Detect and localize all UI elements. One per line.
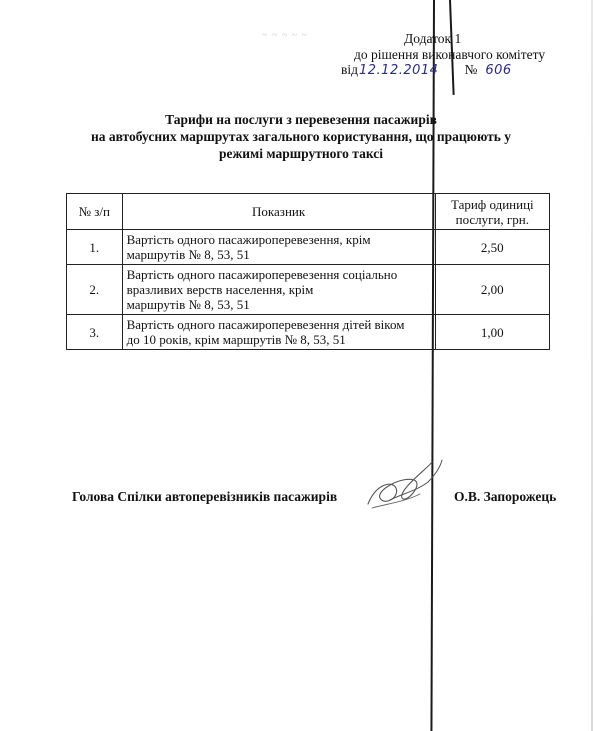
indicator-line: Вартість одного пасажироперевезення, крім <box>126 232 371 247</box>
title-line-2: на автобусних маршрутах загального користування, що працюють у <box>90 129 512 144</box>
row-tariff: 2,00 <box>435 265 549 315</box>
row-number: 1. <box>67 230 123 265</box>
header-tariff-line-1: Тариф одиниці <box>450 196 534 212</box>
indicator-line: вразливих верств населення, крім <box>126 282 314 297</box>
handwritten-number: 606 <box>485 63 512 78</box>
row-tariff: 2,50 <box>435 230 549 265</box>
table-header-row <box>67 194 550 230</box>
header-number: № з/п <box>67 194 123 230</box>
row-indicator <box>122 230 435 265</box>
indicator-line: маршрутів № 8, 53, 51 <box>126 297 250 312</box>
row-tariff: 1,00 <box>435 315 549 350</box>
row-number: 3. <box>67 315 123 350</box>
table-row <box>67 265 550 315</box>
addendum-decision: до рішення виконавчого комітету <box>354 47 546 62</box>
handwritten-date: 12.12.2014 <box>359 63 439 78</box>
indicator-line: Вартість одного пасажироперевезення дітей віком <box>126 317 405 332</box>
addendum-title: Додаток 1 <box>404 31 462 46</box>
row-indicator <box>122 315 435 350</box>
addendum-date-line <box>341 62 512 79</box>
indicator-line: Вартість одного пасажироперевезення соціально <box>126 267 398 282</box>
number-prefix: № <box>464 62 478 77</box>
title-line-1: Тарифи на послуги з перевезення пасажирів <box>165 112 437 127</box>
indicator-line: до 10 років, крім маршрутів № 8, 53, 51 <box>126 332 346 347</box>
table-row <box>67 315 550 350</box>
faded-stamp: ~ ~ ~ ~ ~ <box>262 30 309 41</box>
fold-line <box>430 0 434 731</box>
signatory-role: Голова Спілки автоперевізників пасажирів <box>72 489 338 504</box>
header-tariff-line-2: послуги, грн. <box>455 211 529 227</box>
tariff-table <box>66 193 550 350</box>
row-number: 2. <box>67 265 123 315</box>
handwritten-signature-icon <box>362 454 446 516</box>
row-indicator <box>122 265 435 315</box>
indicator-line: маршрутів № 8, 53, 51 <box>126 247 250 262</box>
signatory-name: О.В. Запорожець <box>454 489 557 504</box>
header-tariff <box>435 194 549 230</box>
date-prefix: від <box>341 62 358 77</box>
title-line-3: режимі маршрутного таксі <box>218 146 384 161</box>
header-indicator: Показник <box>122 194 435 230</box>
document-title <box>66 111 536 162</box>
table-row <box>67 230 550 265</box>
